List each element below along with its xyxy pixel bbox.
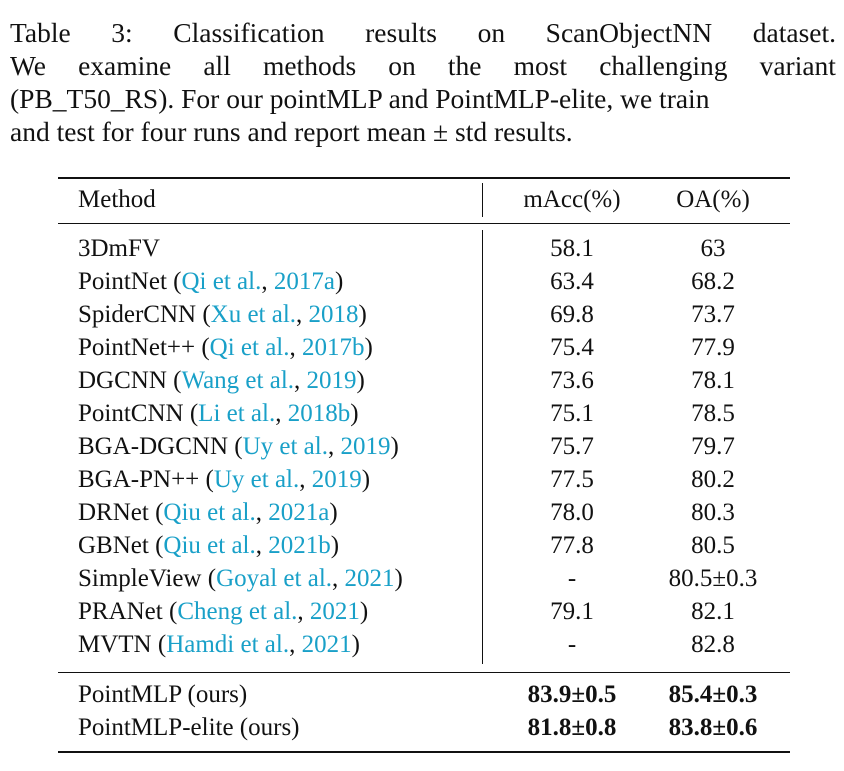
citation-separator: , (261, 268, 274, 295)
table-caption (10, 16, 836, 148)
macc-cell: - (567, 565, 577, 592)
citation-open-paren: ( (205, 466, 214, 493)
oa-cell: 80.5 (691, 532, 735, 559)
oa-cell: 78.1 (691, 367, 735, 394)
table-row (58, 595, 790, 628)
table-row (58, 463, 790, 496)
top-rule (58, 177, 790, 179)
citation-year-link[interactable]: 2017a (273, 268, 335, 295)
oa-cell: 77.9 (691, 334, 735, 361)
caption-word: the (447, 50, 482, 81)
header-method: Method (78, 186, 156, 213)
bottom-rule (58, 751, 790, 753)
citation-authors-link[interactable]: Wang et al. (181, 367, 295, 394)
caption-word: examine (78, 50, 172, 81)
citation-open-paren: ( (201, 334, 210, 361)
citation-open-paren: ( (207, 565, 217, 592)
header-column-separator (482, 183, 483, 217)
citation-authors-link[interactable]: Qiu et al. (163, 499, 256, 526)
table-row-ours (58, 711, 790, 744)
citation-open-paren: ( (173, 367, 182, 394)
oa-cell: 79.7 (691, 433, 735, 460)
citation-open-paren: ( (155, 499, 164, 526)
macc-cell: 78.0 (550, 499, 594, 526)
method-cell (78, 595, 368, 628)
citation-year-link[interactable]: 2021 (309, 598, 360, 625)
macc-cell: - (567, 631, 577, 658)
citation-open-paren: ( (202, 301, 211, 328)
method-cell (78, 232, 160, 265)
method-name: PointNet++ (78, 334, 196, 361)
citation-close-paren: ) (350, 400, 359, 427)
method-cell (78, 265, 343, 298)
macc-cell: 83.9±0.5 (527, 681, 617, 708)
table-row (58, 265, 790, 298)
citation-separator: , (296, 301, 309, 328)
method-cell (78, 529, 339, 562)
citation-year-link[interactable]: 2017b (302, 334, 365, 361)
oa-cell: 78.5 (691, 400, 735, 427)
table-row (58, 298, 790, 331)
oa-cell: 83.8±0.6 (668, 714, 758, 741)
citation-year-link[interactable]: 2018b (287, 400, 351, 427)
macc-cell: 69.8 (550, 301, 594, 328)
method-name: PRANet (78, 598, 163, 625)
caption-word: most (513, 50, 568, 81)
citation-close-paren: ) (358, 301, 367, 328)
citation-authors-link[interactable]: Hamdi et al. (166, 631, 290, 658)
oa-cell: 68.2 (691, 268, 735, 295)
citation-separator: , (332, 565, 345, 592)
citation-authors-link[interactable]: Cheng et al. (177, 598, 298, 625)
citation-separator: , (294, 367, 307, 394)
method-cell (78, 463, 370, 496)
citation-year-link[interactable]: 2021 (301, 631, 352, 658)
citation-close-paren: ) (364, 334, 373, 361)
caption-word: dataset. (752, 17, 836, 48)
citation-separator: , (297, 598, 310, 625)
table-row (58, 397, 790, 430)
citation-authors-link[interactable]: Uy et al. (242, 433, 328, 460)
caption-word: on (477, 17, 506, 48)
citation-year-link[interactable]: 2019 (311, 466, 362, 493)
method-cell (78, 430, 399, 463)
caption-word: methods (262, 50, 357, 81)
citation-close-paren: ) (329, 499, 338, 526)
citation-year-link[interactable]: 2018 (308, 301, 359, 328)
method-cell: PointMLP (ours) (78, 681, 248, 708)
method-name: DGCNN (78, 367, 167, 394)
method-name: GBNet (78, 532, 149, 559)
citation-separator: , (289, 334, 303, 361)
method-name: DRNet (78, 499, 149, 526)
method-name: PointNet (78, 268, 167, 295)
citation-open-paren: ( (234, 433, 243, 460)
caption-word: Classification (173, 17, 325, 48)
caption-line-2 (10, 49, 836, 82)
oa-cell: 80.2 (691, 466, 735, 493)
table-row (58, 430, 790, 463)
oa-cell: 63 (700, 235, 726, 262)
oa-cell: 85.4±0.3 (668, 681, 758, 708)
citation-year-link[interactable]: 2021b (268, 532, 331, 559)
citation-close-paren: ) (334, 268, 344, 295)
method-cell (78, 628, 360, 661)
citation-close-paren: ) (356, 367, 365, 394)
citation-authors-link[interactable]: Qi et al. (181, 268, 262, 295)
caption-word: on (388, 50, 416, 81)
citation-separator: , (255, 532, 269, 559)
citation-close-paren: ) (359, 598, 369, 625)
method-name: SimpleView (78, 565, 202, 592)
caption-word: results (365, 17, 437, 48)
caption-word: ScanObjectNN (545, 17, 713, 48)
ours-rule (58, 672, 790, 673)
caption-word: 3: (111, 17, 133, 48)
method-cell (78, 496, 338, 529)
citation-separator: , (299, 466, 312, 493)
macc-cell: 77.5 (550, 466, 594, 493)
macc-cell: 79.1 (550, 598, 594, 625)
oa-cell: 73.7 (691, 301, 735, 328)
header-macc: mAcc(%) (523, 186, 621, 213)
citation-authors-link[interactable]: Li et al. (198, 400, 276, 427)
method-cell (78, 364, 365, 397)
citation-authors-link[interactable]: Qiu et al. (163, 532, 256, 559)
table-row (58, 496, 790, 529)
citation-close-paren: ) (361, 466, 371, 493)
caption-line-1 (10, 16, 836, 49)
method-cell: PointMLP-elite (ours) (78, 714, 300, 741)
caption-word: variant (759, 50, 836, 81)
caption-word: Table (10, 17, 71, 48)
citation-year-link[interactable]: 2019 (340, 433, 391, 460)
method-name: BGA-PN++ (78, 466, 200, 493)
method-cell (78, 331, 373, 364)
citation-open-paren: ( (168, 598, 178, 625)
method-cell (78, 298, 367, 331)
macc-cell: 58.1 (550, 235, 594, 262)
method-name: MVTN (78, 631, 152, 658)
header-row (58, 183, 790, 216)
method-name: SpiderCNN (78, 301, 197, 328)
citation-separator: , (327, 433, 341, 460)
header-oa: OA(%) (676, 186, 750, 213)
citation-year-link[interactable]: 2021 (344, 565, 395, 592)
citation-separator: , (275, 400, 288, 427)
macc-cell: 73.6 (550, 367, 594, 394)
oa-cell: 80.3 (691, 499, 735, 526)
caption-word: We (10, 50, 46, 81)
macc-cell: 81.8±0.8 (527, 714, 617, 741)
citation-close-paren: ) (390, 433, 399, 460)
header-rule (58, 223, 790, 224)
table-row (58, 331, 790, 364)
method-cell (78, 562, 403, 595)
citation-close-paren: ) (351, 631, 360, 658)
table-row (58, 232, 790, 265)
citation-authors-link[interactable]: Xu et al. (210, 301, 297, 328)
macc-cell: 75.7 (550, 433, 594, 460)
citation-separator: , (255, 499, 269, 526)
citation-year-link[interactable]: 2019 (306, 367, 357, 394)
table-row (58, 364, 790, 397)
citation-authors-link[interactable]: Uy et al. (213, 466, 300, 493)
citation-open-paren: ( (157, 631, 167, 658)
caption-line-3: (PB_T50_RS). For our pointMLP and PointMLP-elite, we train (10, 83, 710, 114)
table-row (58, 562, 790, 595)
citation-open-paren: ( (173, 268, 182, 295)
citation-close-paren: ) (394, 565, 403, 592)
citation-year-link[interactable]: 2021a (268, 499, 330, 526)
citation-open-paren: ( (155, 532, 164, 559)
citation-authors-link[interactable]: Qi et al. (209, 334, 290, 361)
oa-cell: 80.5±0.3 (668, 565, 758, 592)
citation-close-paren: ) (330, 532, 340, 559)
method-cell (78, 397, 359, 430)
citation-separator: , (289, 631, 302, 658)
macc-cell: 75.1 (550, 400, 594, 427)
table-row (58, 628, 790, 661)
table-row-ours (58, 678, 790, 711)
macc-cell: 75.4 (550, 334, 594, 361)
oa-cell: 82.1 (691, 598, 735, 625)
macc-cell: 77.8 (550, 532, 594, 559)
citation-open-paren: ( (189, 400, 199, 427)
method-name: PointCNN (78, 400, 184, 427)
table-row (58, 529, 790, 562)
caption-word: challenging (599, 50, 728, 81)
oa-cell: 82.8 (691, 631, 735, 658)
citation-authors-link[interactable]: Goyal et al. (216, 565, 333, 592)
method-name: BGA-DGCNN (78, 433, 228, 460)
caption-line-4: and test for four runs and report mean ± std results. (10, 116, 573, 147)
method-name: 3DmFV (78, 235, 160, 262)
macc-cell: 63.4 (550, 268, 594, 295)
caption-word: all (203, 50, 231, 81)
